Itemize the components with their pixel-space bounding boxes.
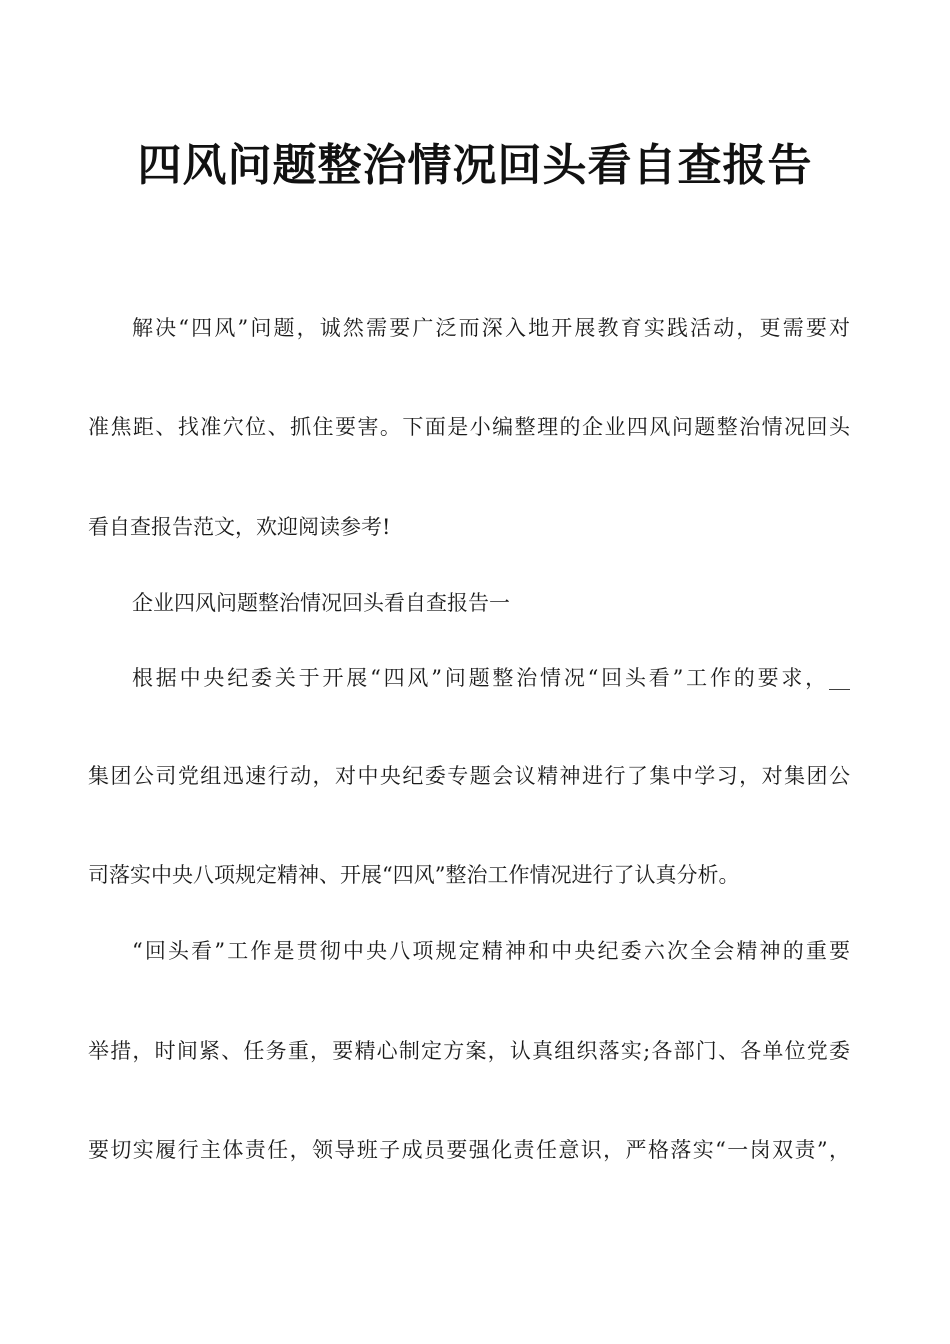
paragraph-line-6: 司落实中央八项规定精神、开展“四风”整治工作情况进行了认真分析。: [88, 863, 740, 887]
paragraph-line-5: 集团公司党组迅速行动，对中央纪委专题会议精神进行了集中学习，对集团公: [88, 764, 850, 788]
paragraph-line-7: “回头看”工作是贯彻中央八项规定精神和中央纪委六次全会精神的重要: [132, 939, 850, 963]
paragraph-line-1: 解决“四风”问题，诚然需要广泛而深入地开展教育实践活动，更需要对: [132, 316, 850, 340]
paragraph-line-2: 准焦距、找准穴位、抓住要害。下面是小编整理的企业四风问题整治情况回头: [88, 415, 850, 439]
paragraph-line-8: 举措，时间紧、任务重，要精心制定方案，认真组织落实;各部门、各单位党委: [88, 1039, 850, 1063]
paragraph-line-3: 看自查报告范文，欢迎阅读参考!: [88, 515, 391, 539]
document-title: 四风问题整治情况回头看自查报告: [137, 140, 813, 191]
section-heading: 企业四风问题整治情况回头看自查报告一: [132, 591, 510, 615]
paragraph-line-9: 要切实履行主体责任，领导班子成员要强化责任意识，严格落实“一岗双责”，: [88, 1138, 850, 1162]
paragraph-line-4: 根据中央纪委关于开展“四风”问题整治情况“回头看”工作的要求，__: [132, 666, 850, 690]
